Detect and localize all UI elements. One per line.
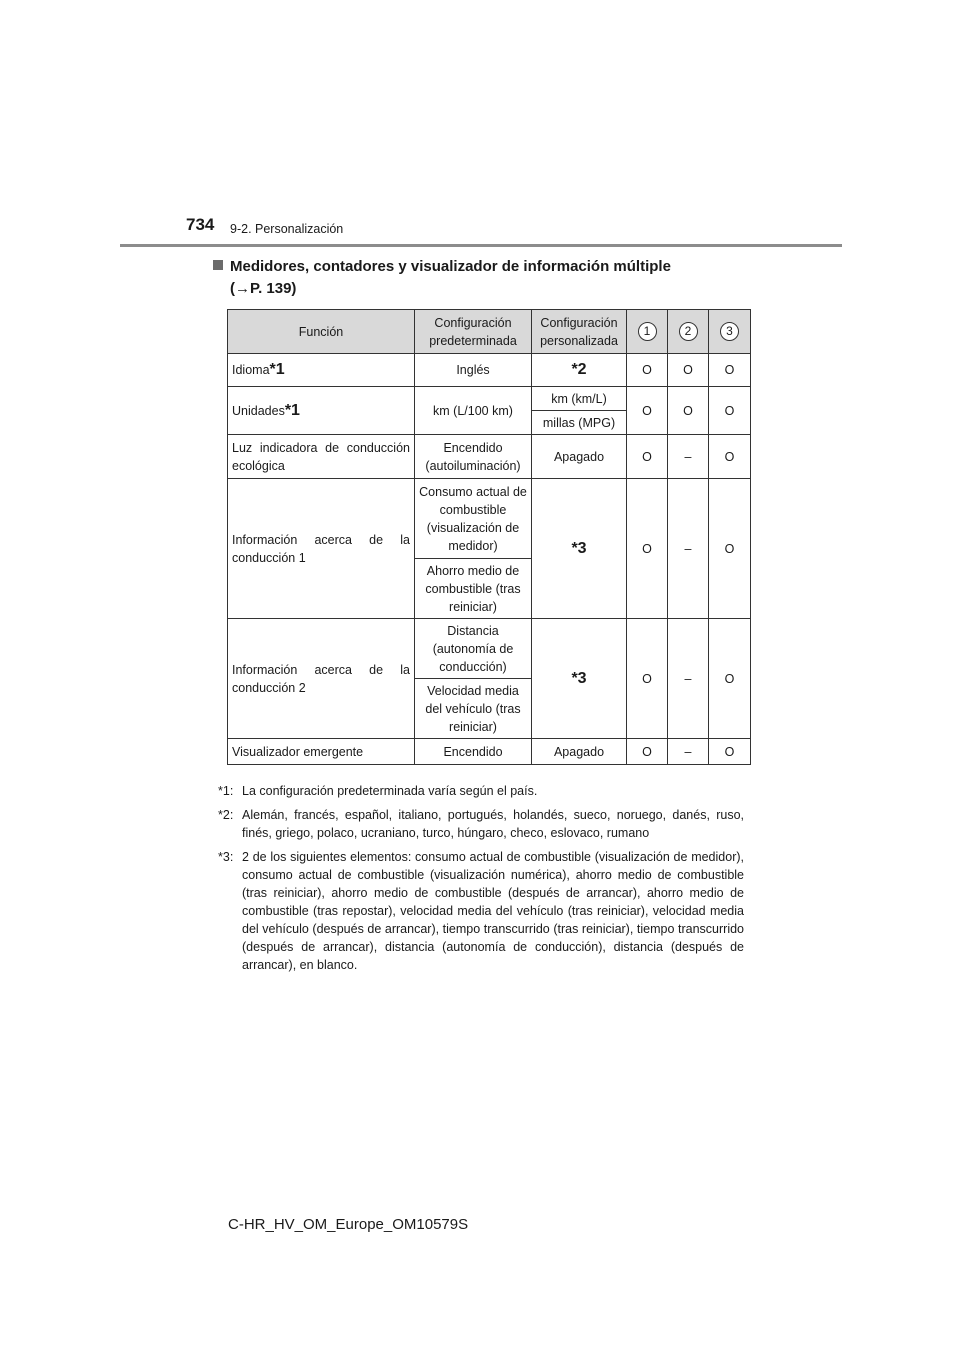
- header-custom: Configuración personalizada: [532, 310, 627, 354]
- row-col-3: O: [709, 435, 751, 479]
- row-default: Consumo actual de combustible (visualización de medidor): [415, 479, 532, 559]
- row-col-2: O: [668, 387, 709, 435]
- footnote-ref: *1: [284, 401, 300, 419]
- table-row: [228, 739, 751, 765]
- footnote-text: 2 de los siguientes elementos: consumo actual de combustible (visualización de medidor), consumo actual de combustible (visualización numérica), ahorro medio de combustible (tras reiniciar), ahorro medio de combustible (después de arrancar), ahorro medio de combustible (tras repostar), velocidad media del vehículo (tras reiniciar), velocidad media del vehículo (después de arrancar), tiempo transcurrido (tras reiniciar), tiempo transcurrido (después de arrancar), distancia (autonomía de conducción), distancia (después de arrancar), en blanco.: [242, 850, 744, 972]
- table-row: [228, 435, 751, 479]
- footnote-text: Alemán, francés, español, italiano, portugués, holandés, sueco, noruego, danés, ruso, finés, griego, polaco, ucraniano, turco, húngaro, checo, eslovaco, rumano: [242, 808, 744, 840]
- row-custom: Apagado: [532, 435, 627, 479]
- footnote-ref: *2: [571, 361, 587, 378]
- row-col-3: O: [709, 387, 751, 435]
- document-code: C-HR_HV_OM_Europe_OM10579S: [228, 1216, 469, 1233]
- row-col-3: O: [709, 354, 751, 387]
- footnote-ref: *3: [571, 539, 587, 557]
- row-function: Visualizador emergente: [228, 739, 415, 765]
- footnote-ref: *3: [571, 669, 587, 687]
- footnote: [218, 782, 744, 800]
- table-row: [228, 354, 751, 387]
- row-col-2: –: [668, 435, 709, 479]
- row-custom: millas (MPG): [532, 411, 627, 435]
- footnotes: [218, 782, 744, 980]
- footnote-mark: *2:: [218, 808, 234, 822]
- page-reference: (→P. 139): [230, 280, 297, 297]
- row-custom: Apagado: [532, 739, 627, 765]
- row-col-1: O: [627, 387, 668, 435]
- footnote-text: La configuración predeterminada varía según el país.: [242, 784, 538, 798]
- row-default: Distancia (autonomía de conducción): [415, 619, 532, 679]
- row-default: Velocidad media del vehículo (tras reiniciar): [415, 679, 532, 739]
- row-col-1: O: [627, 435, 668, 479]
- row-default: Encendido (autoiluminación): [415, 435, 532, 479]
- row-col-2: –: [668, 619, 709, 739]
- row-col-2: O: [668, 354, 709, 387]
- row-col-1: O: [627, 739, 668, 765]
- square-bullet-icon: [213, 260, 223, 270]
- footnote-mark: *1:: [218, 784, 234, 798]
- row-col-3: O: [709, 479, 751, 619]
- footnote-ref: *1: [269, 361, 285, 378]
- page-number: 734: [186, 215, 215, 234]
- footnote-mark: *3:: [218, 850, 234, 864]
- row-col-3: O: [709, 619, 751, 739]
- section-label: 9-2. Personalización: [230, 222, 344, 236]
- row-col-1: O: [627, 479, 668, 619]
- row-default: km (L/100 km): [415, 387, 532, 435]
- circled-number-3: 3: [720, 322, 739, 341]
- header-col-2: [668, 310, 709, 354]
- row-function: Luz indicadora de conducción ecológica: [228, 435, 415, 479]
- row-function: Unidades*1: [228, 387, 415, 435]
- row-default: Inglés: [415, 354, 532, 387]
- header-col-1: [627, 310, 668, 354]
- footnote: [218, 848, 744, 974]
- row-col-1: O: [627, 354, 668, 387]
- section-heading: [213, 256, 773, 300]
- header-default: Configuración predeterminada: [415, 310, 532, 354]
- row-default: Encendido: [415, 739, 532, 765]
- row-custom: [532, 619, 627, 739]
- circled-number-1: 1: [638, 322, 657, 341]
- heading-title: Medidores, contadores y visualizador de información múltiple: [230, 258, 671, 275]
- circled-number-2: 2: [679, 322, 698, 341]
- row-col-2: –: [668, 739, 709, 765]
- row-col-1: O: [627, 619, 668, 739]
- row-col-2: –: [668, 479, 709, 619]
- table-row: [228, 479, 751, 559]
- row-default: Ahorro medio de combustible (tras reiniciar): [415, 559, 532, 619]
- row-function: Idioma*1: [228, 354, 415, 387]
- row-custom: km (km/L): [532, 387, 627, 411]
- settings-table: [227, 309, 751, 765]
- row-custom: [532, 354, 627, 387]
- row-custom: [532, 479, 627, 619]
- row-function: Información acerca de la conducción 1: [228, 479, 415, 619]
- header-col-3: [709, 310, 751, 354]
- table-row: [228, 387, 751, 411]
- table-header-row: [228, 310, 751, 354]
- row-col-3: O: [709, 739, 751, 765]
- footnote: [218, 806, 744, 842]
- header-divider: [120, 244, 842, 247]
- row-function: Información acerca de la conducción 2: [228, 619, 415, 739]
- table-row: [228, 619, 751, 679]
- header-function: Función: [228, 310, 415, 354]
